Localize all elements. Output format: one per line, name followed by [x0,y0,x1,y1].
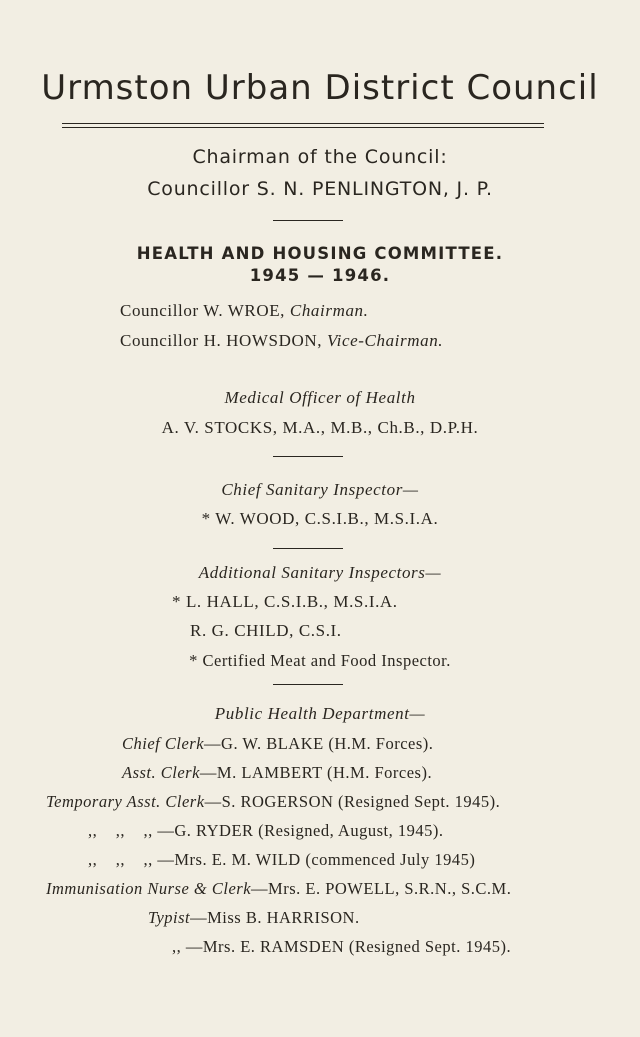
additional-inspector-name: R. G. CHILD, C.S.I. [190,621,342,640]
chairman-label: Chairman of the Council: [192,146,448,168]
staff-row [122,734,433,754]
staff-entry: —Mrs. E. POWELL, S.R.N., S.C.M. [251,879,512,898]
ditto-marks: ,, ,, ,, [88,850,153,869]
staff-entry: —Mrs. E. RAMSDEN (Resigned Sept. 1945). [185,937,512,956]
committee-heading: HEALTH AND HOUSING COMMITTEE. [136,244,504,263]
staff-row [122,763,432,783]
staff-row [46,879,511,899]
staff-role: Immunisation Nurse & Clerk [46,879,252,898]
ditto-marks: ,, [172,937,182,956]
medical-officer-label: Medical Officer of Health [224,388,416,407]
chief-inspector-name: * W. WOOD, C.S.I.B., M.S.I.A. [201,509,439,528]
divider [273,220,343,221]
staff-row [88,850,475,870]
ditto-marks: ,, ,, ,, [88,821,153,840]
member-role: Chairman. [289,301,369,320]
medical-officer-name: A. V. STOCKS, M.A., M.B., Ch.B., D.P.H. [161,418,479,437]
staff-entry: —G. RYDER (Resigned, August, 1945). [157,821,444,840]
page-title: Urmston Urban District Council [41,68,599,108]
staff-entry: —Miss B. HARRISON. [190,908,360,927]
staff-row [46,792,500,812]
committee-member [120,331,443,351]
staff-entry: —M. LAMBERT (H.M. Forces). [199,763,433,782]
member-role: Vice-Chairman. [326,331,444,350]
committee-years: 1945 — 1946. [249,266,391,285]
staff-row [88,821,443,841]
chairman-name: Councillor S. N. PENLINGTON, J. P. [147,178,493,200]
staff-role: Temporary Asst. Clerk [46,792,205,811]
staff-entry: —Mrs. E. M. WILD (commenced July 1945) [157,850,476,869]
committee-member [120,301,369,321]
staff-row [148,908,360,928]
chief-inspector-label: Chief Sanitary Inspector— [221,480,419,499]
staff-role: Typist [148,908,191,927]
member-name: Councillor W. WROE, [120,301,286,320]
certified-footnote: * Certified Meat and Food Inspector. [189,651,451,670]
divider [273,684,343,685]
additional-inspector-name: * L. HALL, C.S.I.B., M.S.I.A. [172,592,398,611]
staff-entry: —G. W. BLAKE (H.M. Forces). [204,734,434,753]
staff-role: Chief Clerk [122,734,205,753]
department-label: Public Health Department— [214,704,426,723]
divider [273,456,343,457]
title-double-rule [62,123,544,128]
divider [273,548,343,549]
member-name: Councillor H. HOWSDON, [120,331,323,350]
staff-role: Asst. Clerk [122,763,200,782]
additional-inspectors-label: Additional Sanitary Inspectors— [198,563,442,582]
staff-row [172,937,511,957]
staff-entry: —S. ROGERSON (Resigned Sept. 1945). [204,792,501,811]
